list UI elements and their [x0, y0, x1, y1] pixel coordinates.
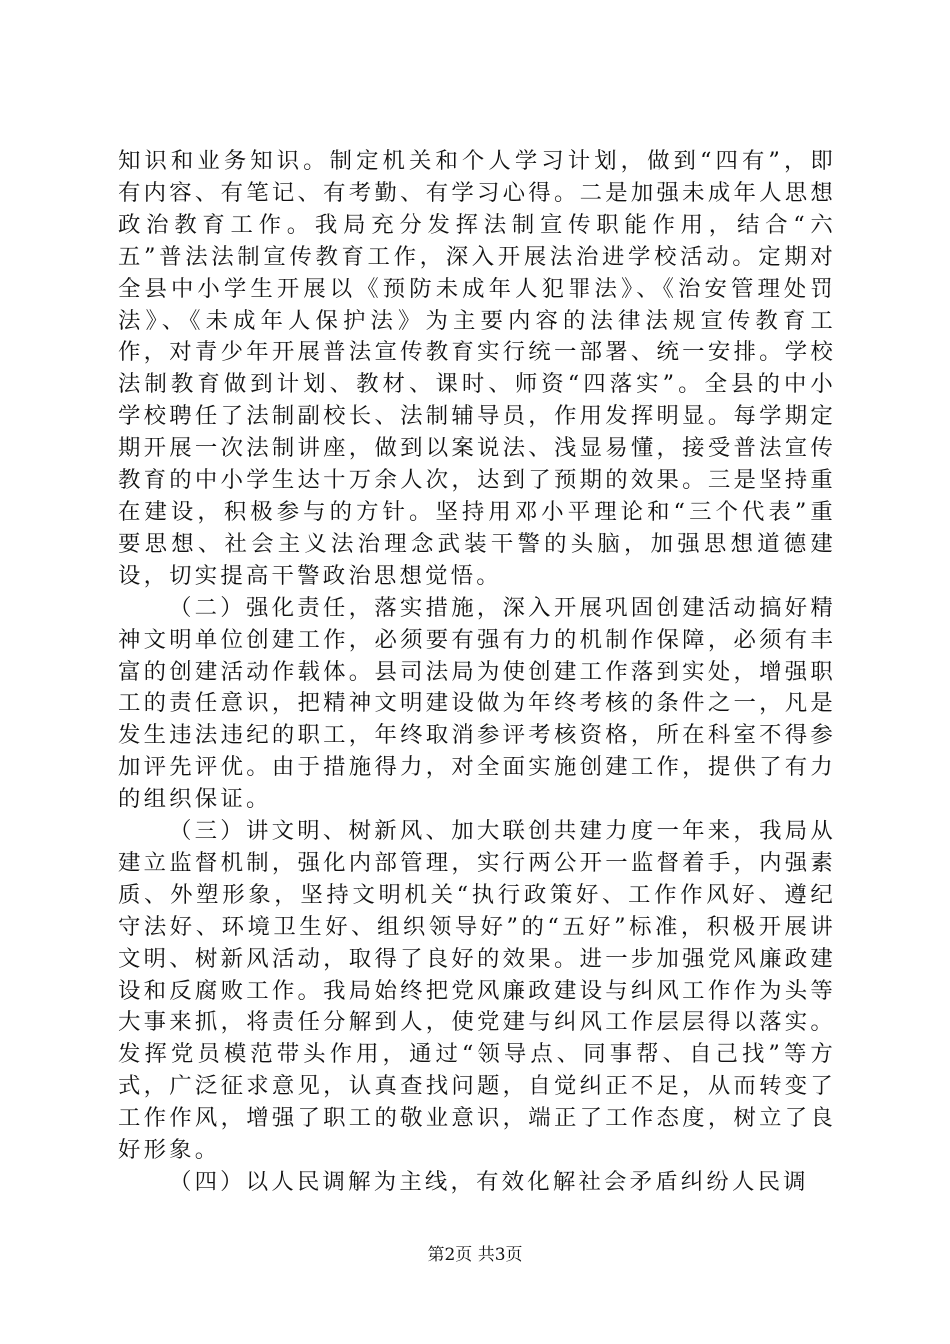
page-footer: 第2页 共3页 [427, 1245, 523, 1265]
paragraph-section-four: （四）以人民调解为主线，有效化解社会矛盾纠纷人民调 [169, 1169, 809, 1195]
document-body [118, 146, 836, 1199]
paragraph-section-three: （三）讲文明、树新风、加大联创共建力度一年来，我局从建立监督机制，强化内部管理，实行两公开一监督着手，内强素质、外塑形象，坚持文明机关“执行政策好、工作作风好、遵纪守法好、环境卫生好、组织领导好”的“五好”标准，积极开展讲文明、树新风活动，取得了良好的效果。进一步加强党风廉政建设和反腐败工作。我局始终把党风廉政建设与纠风工作作为头等大事来抓，将责任分解到人，使党建与纠风工作层层得以落实。发挥党员模范带头作用，通过“领导点、同事帮、自己找”等方式，广泛征求意见，认真查找问题，自觉纠正不足，从而转变了工作作风，增强了职工的敬业意识，端正了工作态度，树立了良好形象。 [118, 818, 836, 1164]
paragraph-section-two: （二）强化责任，落实措施，深入开展巩固创建活动搞好精神文明单位创建工作，必须要有强有力的机制作保障，必须有丰富的创建活动作载体。县司法局为使创建工作落到实处，增强职工的责任意识，把精神文明建设做为年终考核的条件之一，凡是发生违法违纪的职工，年终取消参评考核资格，所在科室不得参加评先评优。由于措施得力，对全面实施创建工作，提供了有力的组织保证。 [118, 594, 836, 813]
paragraph-continued: 知识和业务知识。制定机关和个人学习计划，做到“四有”，即有内容、有笔记、有考勤、有学习心得。二是加强未成年人思想政治教育工作。我局充分发挥法制宣传职能作用，结合“六五”普法法制宣传教育工作，深入开展法治进学校活动。定期对全县中小学生开展以《预防未成年人犯罪法》、《治安管理处罚法》、《未成年人保护法》为主要内容的法律法规宣传教育工作，对青少年开展普法宣传教育实行统一部署、统一安排。学校法制教育做到计划、教材、课时、师资“四落实”。全县的中小学校聘任了法制副校长、法制辅导员，作用发挥明显。每学期定期开展一次法制讲座，做到以案说法、浅显易懂，接受普法宣传教育的中小学生达十万余人次，达到了预期的效果。三是坚持重在建设，积极参与的方针。坚持用邓小平理论和“三个代表”重要思想、社会主义法治理念武装干警的头脑，加强思想道德建设，切实提高干警政治思想觉悟。 [118, 148, 836, 589]
